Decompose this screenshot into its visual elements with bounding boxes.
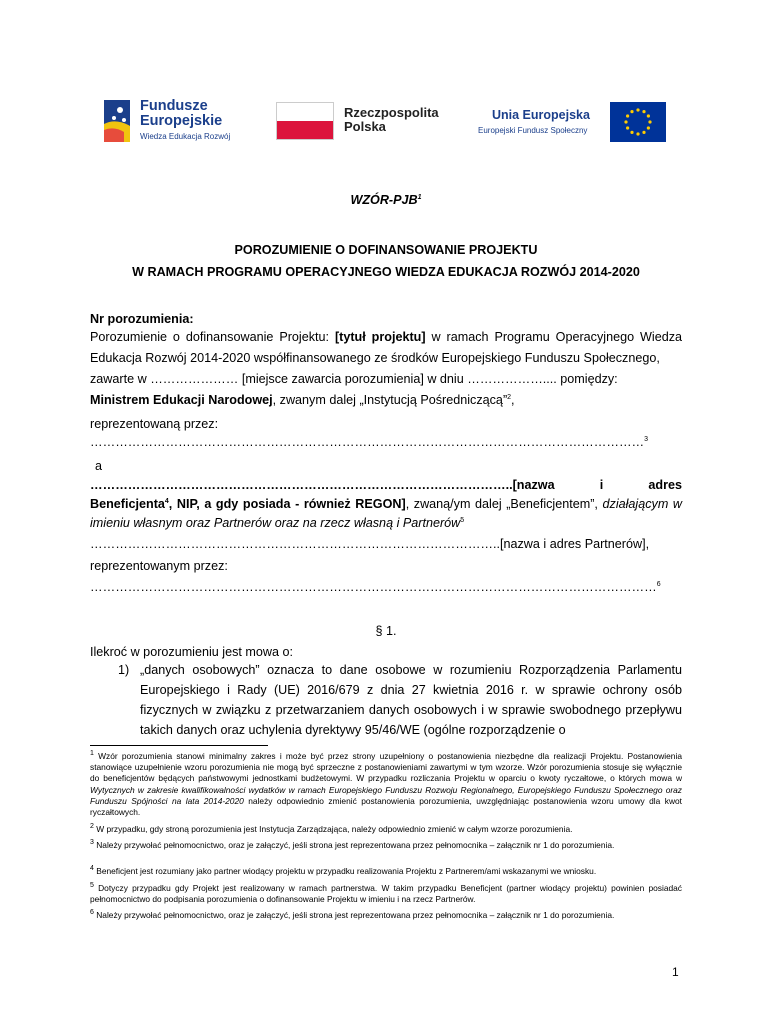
intro-paragraph bbox=[90, 327, 682, 369]
dots-2: ……………………………………………………………………………………………………………………… bbox=[90, 580, 657, 594]
beneficiary-italic-text: działającym w imieniu własnym oraz Partnerów oraz na rzecz własną i Partnerów bbox=[90, 497, 682, 530]
footnote-1 bbox=[90, 751, 682, 818]
section-heading: § 1. bbox=[375, 624, 397, 638]
doc-title-line2: W RAMACH PROGRAMU OPERACYJNEGO WIEDZA EDUKACJA ROZWÓJ 2014-2020 bbox=[132, 265, 640, 279]
beneficiary-text: , zwaną/ym dalej „Beneficjentem”, bbox=[405, 497, 603, 511]
footnote-6 bbox=[90, 910, 682, 921]
eu-star-icon bbox=[648, 120, 651, 123]
eu-star-icon bbox=[636, 132, 639, 135]
footnote-ref-3: 3 bbox=[644, 435, 649, 443]
represented-by-2: reprezentowanym przez: bbox=[90, 559, 228, 573]
intro-text-c: w ramach Programu Operacyjnego Wiedza Edukacja Rozwój 2014-2020 współfinansowanego ze środków Europejskiego Funduszu Społecznego, bbox=[90, 330, 683, 365]
agreement-number-label: Nr porozumienia: bbox=[90, 312, 194, 326]
footnote-2-text: W przypadku, gdy stroną porozumienia jest Instytucja Zarządzająca, należy odpowiednio zmienić w całym wzorze porozumienia. bbox=[93, 824, 573, 834]
template-id bbox=[90, 190, 682, 210]
dots-line-2 bbox=[90, 577, 682, 597]
ministry-comma: , bbox=[511, 393, 515, 407]
rp-line1: Rzeczpospolita bbox=[344, 105, 439, 120]
fe-line2: Europejskie bbox=[140, 113, 223, 129]
footnote-4 bbox=[90, 866, 682, 877]
eu-star-icon bbox=[642, 110, 645, 113]
footnote-ref-4: 4 bbox=[164, 497, 169, 505]
logo-bar bbox=[0, 96, 770, 152]
fe-stars-icon bbox=[100, 98, 136, 144]
eu-star-icon bbox=[626, 126, 629, 129]
eu-star-icon bbox=[642, 131, 645, 134]
intro-text-a: Porozumienie o dofinansowanie Projektu: bbox=[90, 330, 335, 344]
eu-flag-icon bbox=[610, 102, 666, 142]
fe-line3: Wiedza Edukacja Rozwój bbox=[140, 132, 231, 141]
footnote-5-text: Dotyczy przypadku gdy Projekt jest realizowany w ramach partnerstwa. W takim przypadku Beneficjent (partner wiodący projektu) powinien posiadać pełnomocnictwo do podpisania porozumienia o dofinansowanie Projektu w imieniu i na rzecz Partnerów. bbox=[90, 883, 682, 905]
rp-line2: Polska bbox=[344, 119, 386, 134]
dots-line-1 bbox=[90, 432, 682, 452]
item-1-text: „danych osobowych” oznacza to dane osobowe w rozumieniu Rozporządzenia Parlamentu Europejskiego i Rady (UE) 2016/679 z dnia 27 kwietnia 2016 r. w sprawie ochrony osób fizycznych w związku z przetwarzaniem danych osobowych i w sprawie swobodnego przepływu takich danych oraz uchylenia dyrektywy 95/46/WE (ogólne rozporządzenie o bbox=[140, 663, 682, 737]
intro-place-date: zawarte w ………………… [miejsce zawarcia porozumienia] w dniu ……………….... pomiędzy: bbox=[90, 372, 618, 386]
footnote-5-num: 5 bbox=[90, 882, 94, 890]
ue-line2: Europejski Fundusz Społeczny bbox=[478, 126, 588, 135]
eu-star-icon bbox=[630, 131, 633, 134]
footnote-ref-2: 2 bbox=[507, 393, 512, 401]
doc-title-line1: POROZUMIENIE O DOFINANSOWANIE PROJEKTU bbox=[234, 243, 538, 257]
footnote-1-text-c: należy odpowiednio zmienić postanowienia porozumienia, uwzględniając postanowienia wzoru umowy dla kwot ryczałtowych. bbox=[90, 795, 683, 818]
eu-star-icon bbox=[630, 110, 633, 113]
represented-by-1: reprezentowaną przez: bbox=[90, 417, 219, 431]
beneficiary-nip-placeholder: , NIP, a gdy posiada - również REGON] bbox=[168, 497, 406, 511]
and-word: a bbox=[95, 459, 103, 473]
footnote-1-italic: Wytycznych w zakresie kwalifikowalności wydatków w ramach Europejskiego Funduszu Rozwoju Regionalnego, Europejskiego Funduszu Społecznego oraz Funduszu Spójności na lata 2014-2020 bbox=[90, 784, 682, 806]
dots-1: …………………………………………………………………………………………………………………… bbox=[90, 435, 645, 449]
eu-star-icon bbox=[626, 114, 629, 117]
project-title-placeholder: [tytuł projektu] bbox=[334, 330, 426, 344]
eu-star-icon bbox=[647, 114, 650, 117]
ministry-paragraph bbox=[90, 390, 682, 410]
ministry-name: Ministrem Edukacji Narodowej bbox=[90, 393, 273, 407]
footnote-2-num: 2 bbox=[90, 823, 94, 831]
footnote-4-text: Beneficjent jest rozumiany jako partner wiodący projektu w przypadku realizowania Projektu z Partnerem/ami wskazanymi we wniosku. bbox=[93, 866, 597, 876]
footnote-separator bbox=[90, 745, 268, 746]
footnote-ref-1: 1 bbox=[417, 193, 422, 201]
whenever-text: Ilekroć w porozumieniu jest mowa o: bbox=[90, 645, 293, 659]
footnote-3-num: 3 bbox=[90, 839, 94, 847]
eu-star-icon bbox=[647, 126, 650, 129]
footnote-1-text-a: Wzór porozumienia stanowi minimalny zakres i może być przez strony uzupełniony o postanowienia niezbędne dla realizacji Projektu. Postanowienia stanowiące uzupełnienie wzoru porozumienia nie mogą być sprzeczne z postanowieniami zawartymi w tym wzorze. Wzór porozumienia stosuje się wyłącznie do beneficjentów będących państwowymi jednostkami budżetowymi. W przypadku rozliczania Projektu w oparciu o kwoty ryczałtowe, o których mowa w bbox=[90, 751, 682, 784]
footnote-ref-5: 5 bbox=[460, 516, 465, 524]
fundusze-europejskie-logo bbox=[100, 98, 250, 148]
fe-line1: Fundusze bbox=[140, 98, 208, 114]
eu-star-icon bbox=[624, 120, 627, 123]
footnote-3 bbox=[90, 840, 682, 851]
beneficiary-paragraph bbox=[90, 476, 682, 533]
footnote-4-num: 4 bbox=[90, 865, 94, 873]
partners-line: ……………………………………………………………………………………..[nazwa i adres Partnerów], bbox=[90, 537, 650, 551]
rzeczpospolita-polska-logo bbox=[276, 102, 446, 146]
footnote-5 bbox=[90, 883, 682, 905]
footnote-ref-6: 6 bbox=[656, 580, 661, 588]
footnote-6-num: 6 bbox=[90, 909, 94, 917]
ministry-text: , zwanym dalej „Instytucją Pośredniczącą” bbox=[272, 393, 508, 407]
beneficiary-name-placeholder: ………………………………………………………………………………………..[nazwa i adres Beneficjenta bbox=[90, 478, 682, 511]
template-id-text: WZÓR-PJB bbox=[350, 193, 418, 207]
item-1-number: 1) bbox=[118, 663, 130, 677]
footnote-6-text: Należy przywołać pełnomocnictwo, oraz je załączyć, jeśli strona jest reprezentowana przez pełnomocnika – załącznik nr 1 do porozumienia. bbox=[93, 910, 615, 920]
polish-flag-icon bbox=[276, 102, 334, 140]
eu-star-icon bbox=[636, 108, 639, 111]
footnote-2 bbox=[90, 824, 682, 835]
page-number: 1 bbox=[672, 965, 679, 979]
footnote-3-text: Należy przywołać pełnomocnictwo, oraz je załączyć, jeśli strona jest reprezentowana przez pełnomocnika – załącznik nr 1 do porozumienia. bbox=[93, 840, 615, 850]
footnote-1-num: 1 bbox=[90, 750, 94, 758]
unia-europejska-logo bbox=[478, 102, 668, 146]
ue-line1: Unia Europejska bbox=[492, 108, 590, 122]
